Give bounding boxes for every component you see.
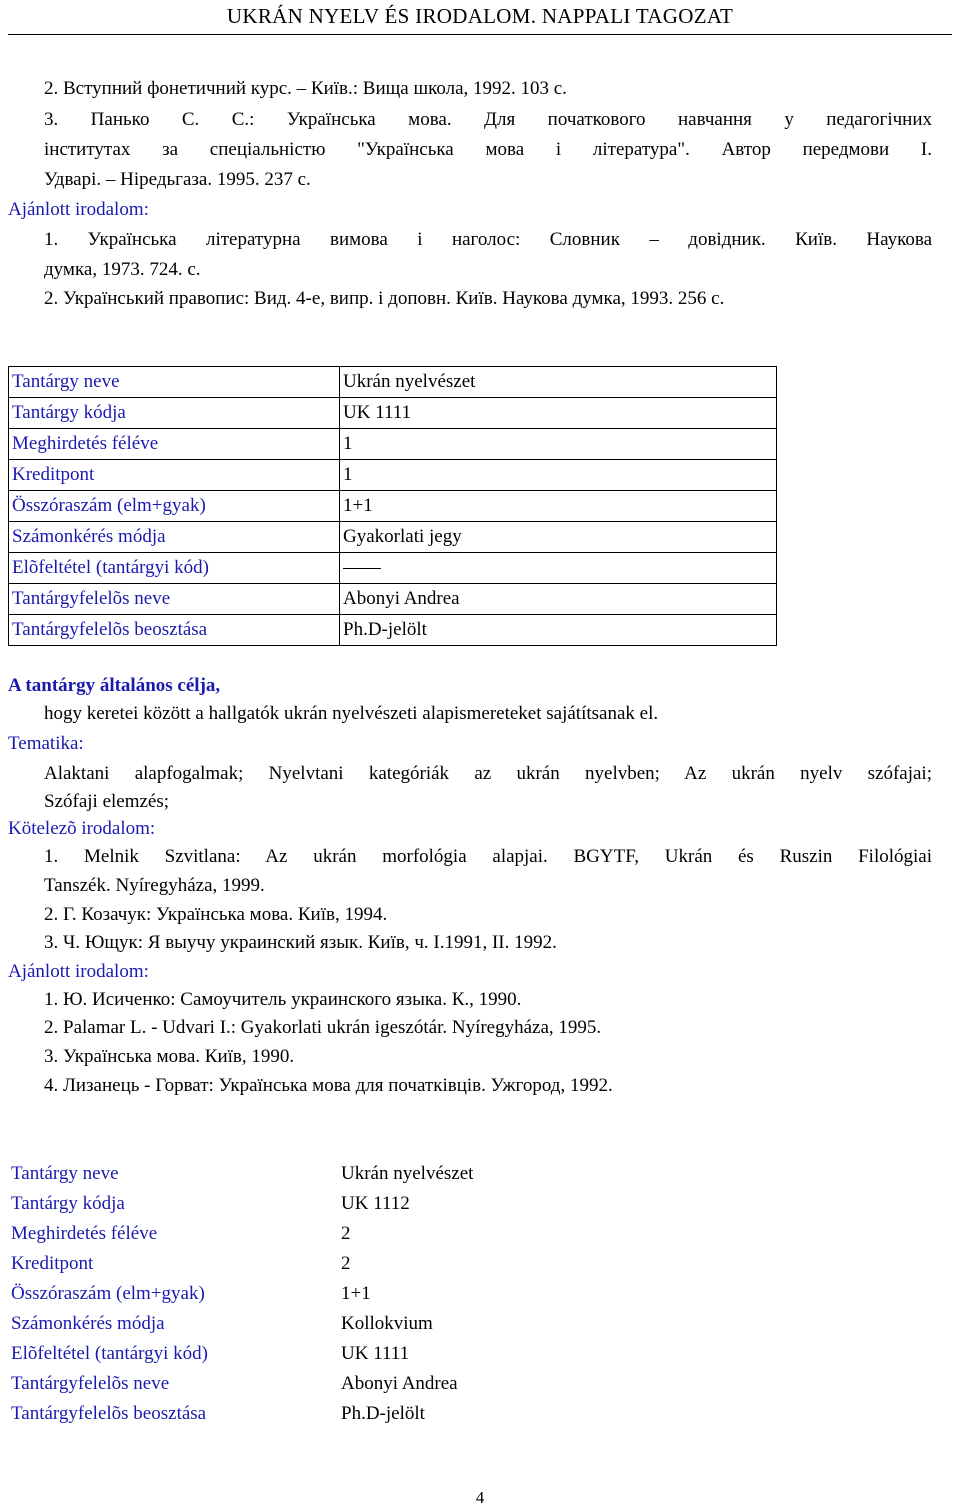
table-row: [8, 1189, 774, 1219]
row-value: 1: [340, 460, 777, 491]
row-value: 1: [340, 429, 777, 460]
row-value: 1+1: [340, 491, 777, 522]
row-value: Abonyi Andrea: [341, 1373, 458, 1394]
required-literature-label: Kötelezõ irodalom:: [8, 818, 156, 839]
row-label: Tantárgy kódja: [11, 1193, 125, 1214]
row-label: Tantárgyfelelõs neve: [9, 584, 340, 615]
row-label: Kreditpont: [9, 460, 340, 491]
recommended-item-1-line-2: думка, 1973. 724. с.: [44, 259, 201, 280]
recommended-item-1-line-1: 1. Українська літературна вимова і наголос: Словник – довідник. Київ. Наукова: [44, 229, 932, 250]
table-row: [9, 429, 777, 460]
required-item-1-line-1: 1. Melnik Szvitlana: Az ukrán morfológia alapjai. BGYTF, Ukrán és Ruszin Filológiai: [44, 846, 932, 867]
row-value: Ph.D-jelölt: [340, 615, 777, 646]
row-label: Elõfeltétel (tantárgyi kód): [11, 1343, 208, 1364]
recommended-literature-label-2: Ajánlott irodalom:: [8, 961, 149, 982]
row-label: Tantárgyfelelõs beosztása: [11, 1403, 207, 1424]
table-row: [8, 1309, 774, 1339]
row-value: UK 1111: [341, 1343, 410, 1364]
table-row: [8, 1399, 774, 1429]
row-value: UK 1111: [340, 398, 777, 429]
table-row: [8, 1219, 774, 1249]
literature-item-3-line-2: інститутах за спеціальністю "Українська мова і література". Автор передмови І.: [44, 139, 932, 160]
row-label: Meghirdetés féléve: [11, 1223, 158, 1244]
table-row: [8, 1159, 774, 1189]
row-label: Tantárgyfelelõs neve: [11, 1373, 170, 1394]
row-value: Ukrán nyelvészet: [340, 367, 777, 398]
row-label: Kreditpont: [11, 1253, 94, 1274]
required-item-3: 3. Ч. Ющук: Я выучу украинский язык. Київ, ч. І.1991, ІІ. 1992.: [44, 932, 557, 953]
required-item-2: 2. Г. Козачук: Українська мова. Київ, 1994.: [44, 904, 388, 925]
row-label: Számonkérés módja: [9, 522, 340, 553]
row-value: Kollokvium: [341, 1313, 433, 1334]
recommended-item-4: 4. Лизанець - Горват: Українська мова для початківців. Ужгород, 1992.: [44, 1075, 613, 1096]
course-info-table-1: [8, 366, 777, 646]
literature-item-3-line-1: 3. Панько С. С.: Українська мова. Для початкового навчання у педагогічних: [44, 109, 932, 130]
topics-line-2: Szófaji elemzés;: [44, 791, 170, 812]
row-label: Összóraszám (elm+gyak): [9, 491, 340, 522]
table-row: [9, 367, 777, 398]
course-info-table-2: [8, 1159, 774, 1429]
row-label: Tantárgy neve: [11, 1163, 119, 1184]
required-item-1-line-2: Tanszék. Nyíregyháza, 1999.: [44, 875, 265, 896]
row-label: Elõfeltétel (tantárgyi kód): [9, 553, 340, 584]
row-label: Összóraszám (elm+gyak): [11, 1283, 205, 1304]
row-value: 1+1: [341, 1283, 371, 1304]
row-value: UK 1112: [341, 1193, 410, 1214]
literature-item-2: 2. Вступний фонетичний курс. – Київ.: Вища школа, 1992. 103 с.: [44, 78, 567, 99]
table-row: [9, 584, 777, 615]
row-value: Ph.D-jelölt: [341, 1403, 425, 1424]
course-goal-text: hogy keretei között a hallgatók ukrán nyelvészeti alapismereteket sajátítsanak el.: [44, 703, 659, 724]
row-label: Tantárgy neve: [9, 367, 340, 398]
table-row: [9, 491, 777, 522]
row-label: Tantárgy kódja: [9, 398, 340, 429]
row-label: Tantárgyfelelõs beosztása: [9, 615, 340, 646]
page-header: UKRÁN NYELV ÉS IRODALOM. NAPPALI TAGOZAT: [226, 4, 734, 28]
row-value: [340, 553, 777, 584]
topics-label: Tematika:: [8, 733, 84, 754]
table-row: [9, 398, 777, 429]
row-label: Számonkérés módja: [11, 1313, 165, 1334]
recommended-item-2: 2. Український правопис: Вид. 4-е, випр. і доповн. Київ. Наукова думка, 1993. 256 с.: [44, 288, 725, 309]
table-row: [8, 1279, 774, 1309]
header-rule: [8, 34, 952, 35]
recommended-item-1: 1. Ю. Исиченко: Самоучитель украинского языка. К., 1990.: [44, 989, 522, 1010]
table-row: [9, 460, 777, 491]
row-value: Abonyi Andrea: [340, 584, 777, 615]
course-goal-heading: A tantárgy általános célja,: [8, 675, 221, 696]
row-value: 2: [341, 1253, 351, 1274]
table-row: [9, 522, 777, 553]
row-label: Meghirdetés féléve: [9, 429, 340, 460]
recommended-item-2: 2. Palamar L. - Udvari I.: Gyakorlati ukrán igeszótár. Nyíregyháza, 1995.: [44, 1017, 602, 1038]
table-row: [8, 1339, 774, 1369]
table-row: [9, 553, 777, 584]
empty-prerequisite-dash: [343, 568, 381, 569]
row-value: Ukrán nyelvészet: [341, 1163, 474, 1184]
row-value: Gyakorlati jegy: [340, 522, 777, 553]
topics-line-1: Alaktani alapfogalmak; Nyelvtani kategóriák az ukrán nyelvben; Az ukrán nyelv szófajai;: [44, 763, 932, 784]
table-row: [9, 615, 777, 646]
literature-item-3-line-3: Удварі. – Ніредьгаза. 1995. 237 с.: [44, 169, 311, 190]
recommended-item-3: 3. Українська мова. Київ, 1990.: [44, 1046, 295, 1067]
page-number: 4: [475, 1488, 485, 1507]
table-row: [8, 1369, 774, 1399]
table-row: [8, 1249, 774, 1279]
recommended-literature-label: Ajánlott irodalom:: [8, 199, 149, 220]
row-value: 2: [341, 1223, 351, 1244]
